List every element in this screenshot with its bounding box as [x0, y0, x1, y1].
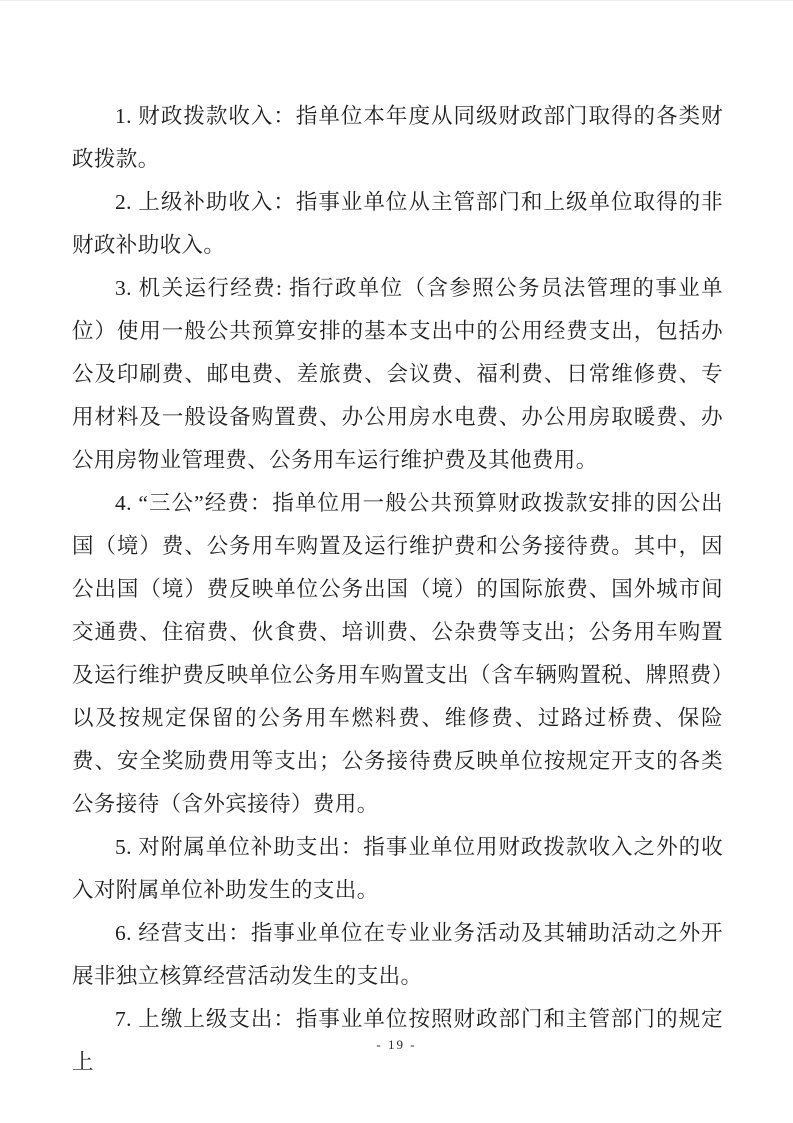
paragraph-subsidy-to-affiliates: 5. 对附属单位补助支出：指事业单位用财政拨款收入之外的收入对附属单位补助发生的支出。: [72, 835, 723, 902]
paragraph-payment-to-superior: 7. 上缴上级支出：指事业单位按照财政部门和主管部门的规定上: [72, 1007, 723, 1074]
paragraph-agency-operating-expenses: 3. 机关运行经费: 指行政单位（含参照公务员法管理的事业单位）使用一般公共预算安排的基本支出中的公用经费支出，包括办公及印刷费、邮电费、差旅费、会议费、福利费、日常维修费、专用材料及一般设备购置费、办公用房水电费、办公用房取暖费、办公用房物业管理费、公务用车运行维护费及其他费用。: [72, 276, 723, 472]
paragraph-operating-expenditure: 6. 经营支出：指事业单位在专业业务活动及其辅助活动之外开展非独立核算经营活动发生的支出。: [72, 921, 723, 988]
paragraph-superior-subsidy-income: 2. 上级补助收入：指事业单位从主管部门和上级单位取得的非财政补助收入。: [72, 190, 723, 257]
paragraph-three-public-expenses: 4. “三公”经费：指单位用一般公共预算财政拨款安排的因公出国（境）费、公务用车购置及运行维护费和公务接待费。其中，因公出国（境）费反映单位公务出国（境）的国际旅费、国外城市间交通费、住宿费、伙食费、培训费、公杂费等支出；公务用车购置及运行维护费反映单位公务用车购置支出（含车辆购置税、牌照费）以及按规定保留的公务用车燃料费、维修费、过路过桥费、保险费、安全奖励费用等支出；公务接待费反映单位按规定开支的各类公务接待（含外宾接待）费用。: [72, 491, 723, 816]
document-body: [72, 95, 723, 1084]
paragraph-fiscal-appropriation-income: 1. 财政拨款收入：指单位本年度从同级财政部门取得的各类财政拨款。: [72, 104, 723, 171]
page-number: - 19 -: [376, 1037, 417, 1052]
